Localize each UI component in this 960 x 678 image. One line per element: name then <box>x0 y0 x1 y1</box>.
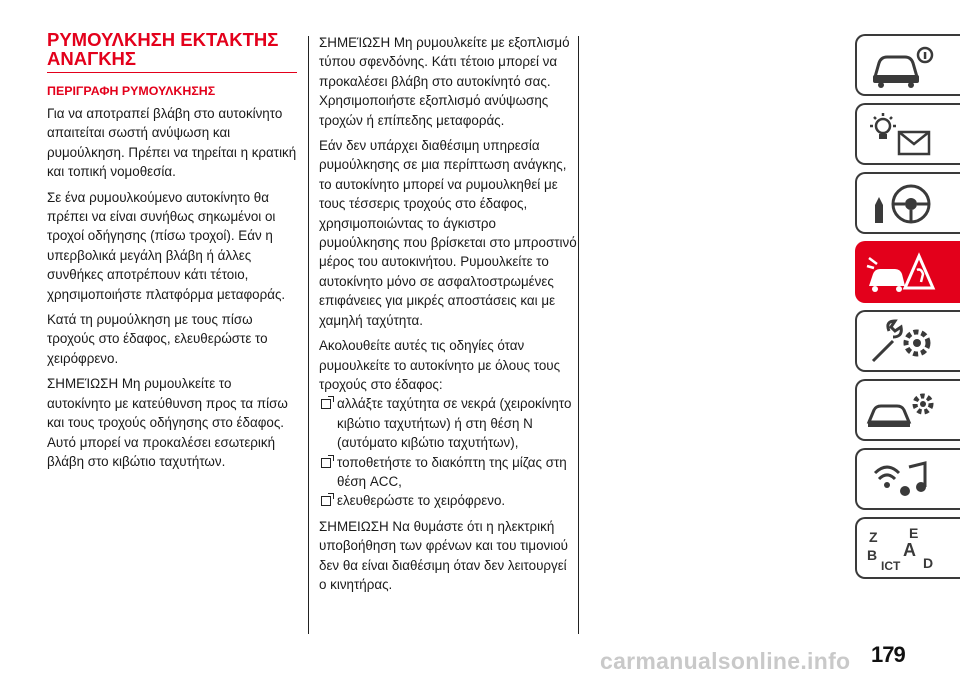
section-title-line2: ΑΝΑΓΚΗΣ <box>47 48 137 69</box>
tab-index[interactable] <box>855 517 960 579</box>
tab-maintenance[interactable] <box>855 310 960 372</box>
tab-multimedia[interactable] <box>855 448 960 510</box>
tab-airbag-steering[interactable] <box>855 172 960 234</box>
checkbox-bullet-icon <box>321 496 331 506</box>
paragraph: Για να αποτραπεί βλάβη στο αυτοκίνητο απαιτείται σωστή ανύψωση και ρυμούλκηση. Πρέπει να τηρείται η κρατική και τοπική νομοθεσία. <box>47 106 297 180</box>
svg-text:Z: Z <box>869 529 878 545</box>
index-letters-icon <box>865 524 937 574</box>
airbag-steering-icon <box>865 179 937 229</box>
dashboard-lights-icon <box>865 110 937 160</box>
emergency-breakdown-icon <box>865 248 937 298</box>
paragraph: Εάν δεν υπάρχει διαθέσιμη υπηρεσία ρυμούλκησης σε μια περίπτωση ανάγκης, το αυτοκίνητο μπορεί να ρυμουλκηθεί με τους τέσσερις τροχούς στο έδαφος, χρησιμοποιώντας το άγκιστρο ρυμούλκησης που βρίσκεται στο μπροστινό μέρος του αυτοκινήτου. Ρυμουλκείτε το αυτοκίνητο μόνο σε ασφαλτοστρωμένες επιφάνειες για μικρές αποστάσεις και με χαμηλή ταχύτητα. <box>319 138 577 328</box>
bullet-item: αλλάξτε ταχύτητα σε νεκρά (χειροκίνητο κιβώτιο ταχυτήτων) ή στη θέση N (αυτόματο κιβώτιο ταχυτήτων), <box>319 394 577 452</box>
left-column <box>47 30 299 477</box>
tab-car-info[interactable] <box>855 34 960 96</box>
column-divider <box>578 36 579 634</box>
chapter-tabs <box>855 34 960 586</box>
tab-dashboard-lights[interactable] <box>855 103 960 165</box>
checkbox-bullet-icon <box>321 399 331 409</box>
note-paragraph: ΣΗΜΕΙΩΣΗ Να θυμάστε ότι η ηλεκτρική υποβοήθηση των φρένων και του τιμονιού δεν θα είναι διαθέσιμη όταν δεν λειτουργεί ο κινητήρας. <box>319 518 568 592</box>
svg-text:ICT: ICT <box>881 559 901 573</box>
car-info-icon <box>865 41 937 91</box>
svg-text:B: B <box>867 547 878 563</box>
paragraph: Σε ένα ρυμουλκούμενο αυτοκίνητο θα πρέπει να είναι συνήθως σηκωμένοι οι τροχοί οδήγησης (πίσω τροχοί). Εάν η υπερβολικά μεγάλη βλάβη ή άλλες συνθήκες αποτρέπουν κάτι τέτοιο, χρησιμοποιήστε πλατφόρμα μεταφοράς. <box>47 189 286 302</box>
specifications-icon <box>865 386 937 436</box>
bullet-item: τοποθετήστε το διακόπτη της μίζας στη θέση ACC, <box>319 453 577 492</box>
column-divider <box>308 36 309 634</box>
svg-text:D: D <box>923 555 934 571</box>
watermark: carmanualsonline.info <box>600 648 851 674</box>
middle-column <box>319 33 577 600</box>
maintenance-tools-icon <box>865 317 937 367</box>
note-paragraph: ΣΗΜΕΊΩΣΗ Μη ρυμουλκείτε με εξοπλισμό τύπου σφενδόνης. Κάτι τέτοιο μπορεί να προκαλέσει βλάβη στο αυτοκίνητό σας. Χρησιμοποιήστε εξοπλισμό ανύψωσης τροχών ή επίπεδης μεταφοράς. <box>319 35 570 128</box>
page-number: 179 <box>871 642 905 667</box>
multimedia-icon <box>865 455 937 505</box>
note-paragraph: ΣΗΜΕΊΩΣΗ Μη ρυμουλκείτε το αυτοκίνητο με κατεύθυνση προς τα πίσω και τους τροχούς οδήγησης στο έδαφος. Αυτό μπορεί να προκαλέσει εσωτερική βλάβη στο κιβώτιο ταχυτήτων. <box>47 376 288 469</box>
section-title <box>47 30 297 73</box>
paragraph: Κατά τη ρυμούλκηση με τους πίσω τροχούς στο έδαφος, ελευθερώστε το χειρόφρενο. <box>47 312 268 366</box>
bullet-item: ελευθερώστε το χειρόφρενο. <box>319 491 577 510</box>
section-subtitle: ΠΕΡΙΓΡΑΦΗ ΡΥΜΟΥΛΚΗΣΗΣ <box>47 84 216 98</box>
paragraph: Ακολουθείτε αυτές τις οδηγίες όταν ρυμουλκείτε το αυτοκίνητο με όλους τους τροχούς στο έδαφος: <box>319 338 561 392</box>
svg-text:E: E <box>909 525 919 541</box>
tab-specifications[interactable] <box>855 379 960 441</box>
section-title-line1: ΡΥΜΟΥΛΚΗΣΗ ΕΚΤΑΚΤΗΣ <box>47 29 279 50</box>
svg-text:A: A <box>903 540 916 560</box>
tab-emergency[interactable] <box>855 241 960 303</box>
checkbox-bullet-icon <box>321 458 331 468</box>
